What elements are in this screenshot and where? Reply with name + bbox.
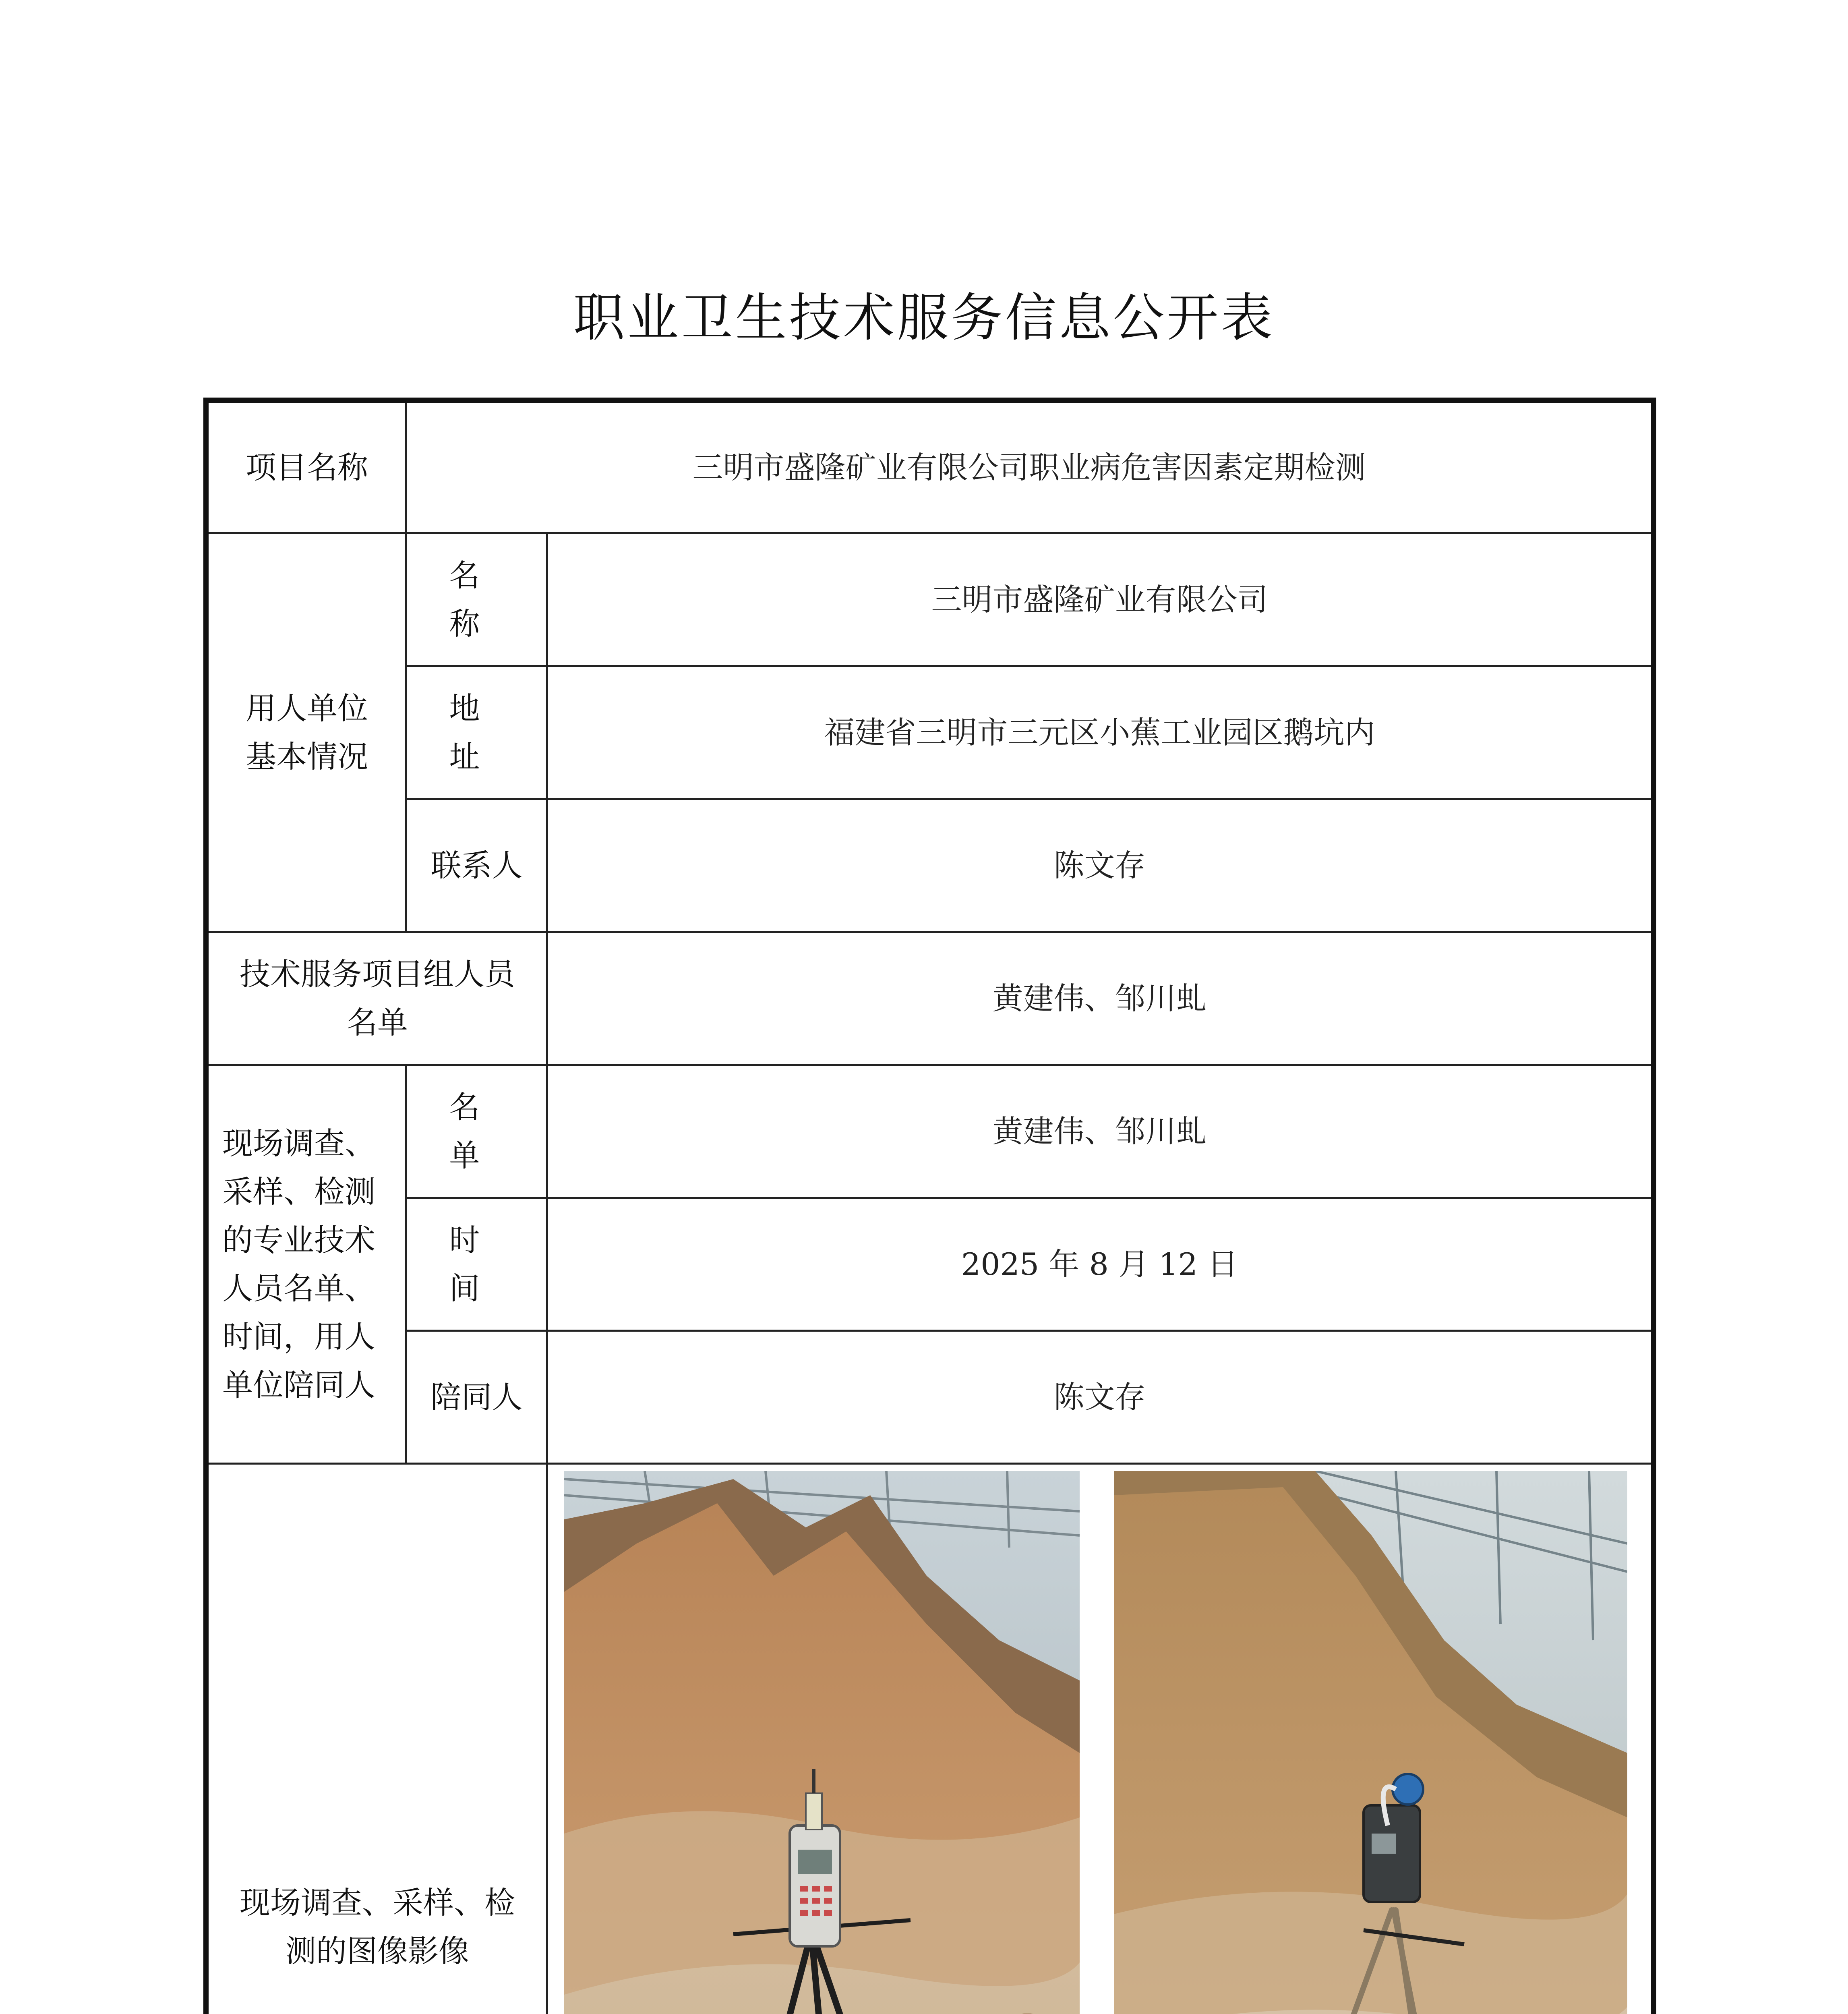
onsite-group-label	[206, 1065, 406, 1464]
table-row	[206, 932, 1654, 1065]
team-value: 黄建伟、邹川虬	[547, 932, 1654, 1065]
table-row	[206, 1331, 1654, 1464]
employer-name-label: 名 称	[406, 533, 547, 666]
onsite-list-label: 名 单	[406, 1065, 547, 1198]
onsite-escort-value: 陈文存	[547, 1331, 1654, 1464]
onsite-group-text: 现场调查、采样、检测的专业技术人员名单、时间，用人单位陪同人	[222, 1125, 375, 1403]
employer-contact-label: 联系人	[406, 799, 547, 932]
table-row	[206, 533, 1654, 666]
employer-address-value: 福建省三明市三元区小蕉工业园区鹅坑内	[547, 666, 1654, 799]
project-name-label: 项目名称	[206, 400, 406, 533]
employer-contact-value: 陈文存	[547, 799, 1654, 932]
employer-group-text: 用人单位基本情况	[246, 690, 368, 775]
table-row	[206, 666, 1654, 799]
images-label-text: 现场调查、采样、检测的图像影像	[240, 1885, 515, 1969]
site-photo-dust-sampler	[1114, 1471, 1627, 2014]
employer-name-value: 三明市盛隆矿业有限公司	[547, 533, 1654, 666]
team-label-text: 技术服务项目组人员名单	[240, 956, 515, 1040]
images-label	[206, 1464, 547, 2014]
info-table	[203, 398, 1656, 2014]
table-row	[206, 1464, 1654, 2014]
employer-address-label: 地 址	[406, 666, 547, 799]
table-row	[206, 400, 1654, 533]
onsite-time-label: 时 间	[406, 1198, 547, 1331]
table-row	[206, 799, 1654, 932]
onsite-escort-label: 陪同人	[406, 1331, 547, 1464]
table-row	[206, 1198, 1654, 1331]
table-row	[206, 1065, 1654, 1198]
page-title: 职业卫生技术服务信息公开表	[573, 288, 1275, 348]
site-photo-sound-meter-image	[564, 1471, 1080, 2014]
photo-gallery	[548, 1465, 1651, 2014]
team-label	[206, 932, 547, 1065]
onsite-time-value: 2025 年 8 月 12 日	[547, 1198, 1654, 1331]
site-photo-sound-meter	[564, 1471, 1080, 2014]
onsite-list-value: 黄建伟、邹川虬	[547, 1065, 1654, 1198]
site-photo-dust-sampler-image	[1114, 1471, 1627, 2014]
project-name-value: 三明市盛隆矿业有限公司职业病危害因素定期检测	[406, 400, 1654, 533]
images-cell	[547, 1464, 1654, 2014]
employer-group-label	[206, 533, 406, 932]
